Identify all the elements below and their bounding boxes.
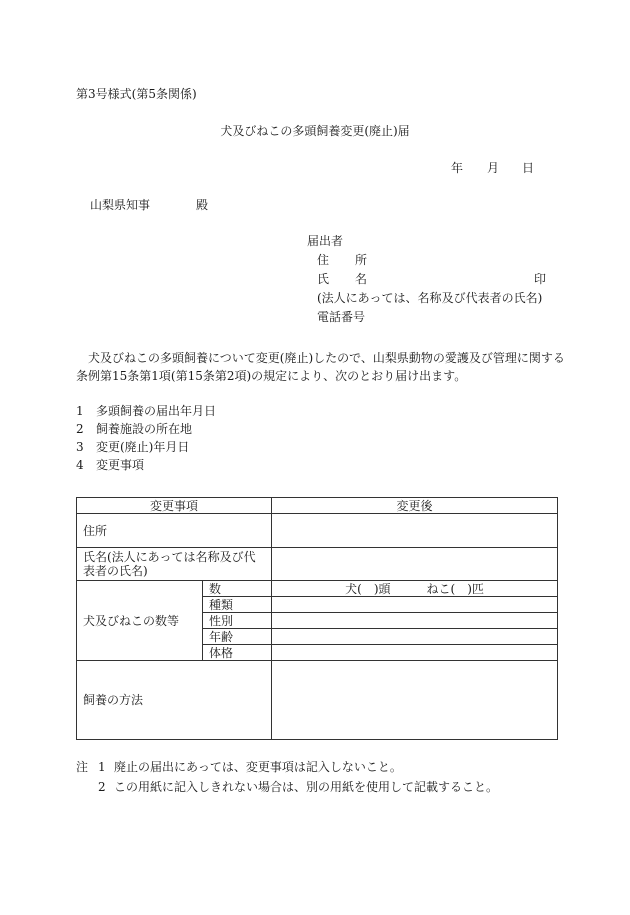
- header-change-item: 変更事項: [77, 498, 272, 514]
- seal-mark: 印: [534, 272, 547, 286]
- dog-count: 犬( )頭: [345, 581, 391, 596]
- change-table: [76, 497, 558, 740]
- table-row: [77, 661, 558, 740]
- item-number: 3: [76, 440, 84, 454]
- sub-label-sex: 性別: [203, 613, 272, 629]
- date-month: 月: [487, 161, 500, 175]
- row-label-name: 氏名(法人にあっては名称及び代表者の氏名): [77, 548, 272, 581]
- item-label: 変更事項: [96, 458, 145, 472]
- item-label: 多頭飼養の届出年月日: [96, 404, 217, 418]
- applicant-address: [307, 253, 542, 272]
- item-label: 変更(廃止)年月日: [96, 440, 190, 454]
- address-value-cell[interactable]: [272, 514, 558, 548]
- item-label: 飼養施設の所在地: [96, 422, 193, 436]
- list-item: [76, 422, 216, 440]
- applicant-phone: 電話番号: [317, 310, 366, 324]
- cat-count: ねこ( )匹: [426, 581, 484, 596]
- row-label-method: 飼養の方法: [77, 661, 272, 740]
- item-number: 2: [76, 422, 84, 436]
- document-title: 犬及びねこの多頭飼養変更(廃止)届: [220, 124, 410, 138]
- sex-value-cell[interactable]: [272, 613, 558, 629]
- age-value-cell[interactable]: [272, 629, 558, 645]
- applicant-name: [307, 272, 547, 291]
- sub-label-age: 年齢: [203, 629, 272, 645]
- body-text: [76, 349, 566, 385]
- note-item: [76, 780, 498, 800]
- type-value-cell[interactable]: [272, 597, 558, 613]
- note-text: 廃止の届出にあっては、変更事項は記入しないこと。: [114, 760, 402, 774]
- addressee-name: 山梨県知事: [90, 198, 151, 212]
- note-item: [76, 760, 498, 780]
- item-list: [76, 404, 216, 476]
- date-day: 日: [522, 161, 535, 175]
- applicant-heading: 届出者: [307, 234, 344, 248]
- addressee-honorific: 殿: [196, 198, 209, 212]
- note-text: この用紙に記入しきれない場合は、別の用紙を使用して記載すること。: [114, 780, 499, 794]
- name-char-1: 氏: [317, 272, 330, 286]
- table-row: [77, 514, 558, 548]
- note-number: 1: [98, 760, 106, 774]
- table-row: [77, 548, 558, 581]
- row-label-address: 住所: [77, 514, 272, 548]
- sub-label-build: 体格: [203, 645, 272, 661]
- build-value-cell[interactable]: [272, 645, 558, 661]
- list-item: [76, 440, 216, 458]
- table-header-row: [77, 498, 558, 514]
- list-item: [76, 458, 216, 476]
- name-char-2: 名: [355, 272, 368, 286]
- sub-label-type: 種類: [203, 597, 272, 613]
- item-number: 4: [76, 458, 84, 472]
- addressee: [90, 198, 209, 212]
- row-label-animals: 犬及びねこの数等: [77, 581, 203, 661]
- notes: [76, 760, 498, 800]
- list-item: [76, 404, 216, 422]
- note-number: 2: [98, 780, 106, 794]
- body-text-content: 犬及びねこの多頭飼養について変更(廃止)したので、山梨県動物の愛護及び管理に関する条例第15条第1項(第15条第2項)の規定により、次のとおり届け出ます。: [76, 351, 565, 383]
- applicant-block: [307, 234, 547, 329]
- method-value-cell[interactable]: [272, 661, 558, 740]
- applicant-corporation-note: (法人にあっては、名称及び代表者の氏名): [317, 291, 543, 305]
- form-number: 第3号様式(第5条関係): [76, 87, 197, 101]
- item-number: 1: [76, 404, 84, 418]
- sub-label-count: 数: [203, 581, 272, 597]
- address-char-2: 所: [355, 253, 368, 267]
- name-value-cell[interactable]: [272, 548, 558, 581]
- header-after-change: 変更後: [272, 498, 558, 514]
- address-char-1: 住: [317, 253, 330, 267]
- table-row: [77, 581, 558, 597]
- count-value-cell[interactable]: [272, 581, 558, 597]
- date-year: 年: [451, 161, 464, 175]
- notes-label: 注: [76, 760, 89, 774]
